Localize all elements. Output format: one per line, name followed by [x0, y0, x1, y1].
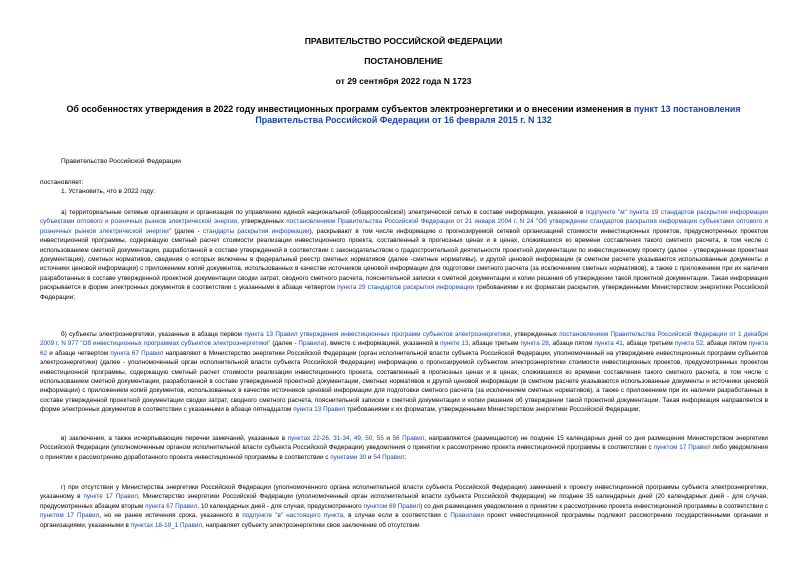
- title-amendment-link[interactable]: пункт 13 постановления Правительства Российской Федерации от 16 февраля 2015 г. N 132: [255, 104, 741, 125]
- date-number-heading: от 29 сентября 2022 года N 1723: [335, 76, 472, 86]
- para-b-link-rules-point-13-formats[interactable]: пункта 13 Правил: [293, 406, 346, 414]
- para-v-link-point-30[interactable]: пунктами 30: [330, 453, 367, 461]
- para-v-link-point-17[interactable]: пунктом 17 Правил: [653, 444, 711, 452]
- title-text: Об особенностях утверждения в 2022 году инвестиционных программ субъектов электроэнергетики и о внесении изменения в: [66, 104, 634, 114]
- issuer-line: Правительство Российской Федерации: [61, 158, 181, 165]
- para-a-text: требованиями к их форматам раскрытия, утвержденными Министерством энергетики Российской Федерации;: [40, 284, 768, 301]
- para-g-text: г) при отсутствии у Министерства энергетики Российской Федерации (уполномоченного органа исполнительной власти субъекта Российской Федерации) замечаний к проекту инвестиционной программы субъекта электроэнергетики, указанному в: [40, 484, 768, 501]
- para-g-link-point-67[interactable]: пункта 67 Правил: [145, 502, 198, 510]
- paragraph-v: [40, 434, 768, 462]
- para-v-link-points-22-55[interactable]: пунктах 22-26, 31-34, 49, 50, 55: [287, 435, 384, 442]
- para-v-text: либо уведомления о принятии к рассмотрению доработанного проекта инвестиционной программы в соответствии с: [40, 444, 768, 461]
- para-b-link-resolution-977[interactable]: постановлением Правительства Российской Федерации от 1 декабря 2009 г. N 977 "Об инвестиционных программах субъектов электроэнергетики": [40, 331, 768, 348]
- para-a-text: ), раскрывают в том числе информацию о прогнозируемой сетевой организацией стоимости инвестиционных проектов, предусмотренных проектом инвестиционной программы, содержащую сметный расчет стоимости реализации инвестиционного проекта, составленный в прогнозных ценах и в ценах, сложившихся ко времени составления такого сметного расчета, в том числе с использованием сметной документации, разработанной в составе утвержденной в соответствии с законодательством о градостроительной деятельности проектной документации по инвестиционному проекту (далее - утвержденная проектная документация), сметных нормативов, сведения о которых включены в федеральный реестр сметных нормативов (далее -сметные нормативы), и другой ценовой информации (в сметном расчете указываются использованные документы и источники ценовой информации) с приложением копий документов, использованных в качестве источников ценовой информации для подготовки сметного расчета (за исключением сметных нормативов), а также с приложением при их наличии разработанных в составе утвержденной проектной документации сводки затрат, сводного сметного расчета, пояснительной записки к сметной документации и копии решения об утверждении такой проектной документации. Такая информация раскрывается в форме электронных документов в соответствии с указанными в абзаце четвертом: [40, 227, 768, 292]
- item-1-line: 1. Установить, что в 2022 году:: [61, 188, 156, 195]
- para-a-link-standards[interactable]: стандарты раскрытия информации: [203, 227, 310, 235]
- para-g-text: проект инвестиционной программы подлежит рассмотрению государственными органами и организациями, указанными в: [40, 512, 768, 529]
- para-b-text: , абзаце третьем: [622, 340, 675, 348]
- para-b-text: , абзаце пятом: [703, 340, 749, 348]
- para-g-link-subpoint-v[interactable]: подпункте "в" настоящего пункта: [242, 512, 344, 520]
- para-b-link-point-62[interactable]: пункта 62: [40, 340, 769, 357]
- paragraph-g: [40, 483, 768, 530]
- para-v-text: , направляются (размещаются) не позднее 15 календарных дней со дня размещения Министерством энергетики Российской Федерации (уполномоченным органом исполнительной власти субъекта Российской Федерации) уведомления о принятии к рассмотрению проекта инвестиционной программы в соответствии с: [40, 435, 768, 452]
- para-g-link-point-69[interactable]: пунктом 69 Правил: [363, 502, 421, 510]
- para-g-text: , 10 календарных дней - для случая, предусмотренного: [197, 502, 364, 510]
- para-a-link-point-29[interactable]: пункта 29 стандартов раскрытия информации: [337, 284, 475, 292]
- para-g-text: , Министерство энергетики Российской Федерации (уполномоченный орган исполнительной власти субъекта Российской Федерации) не позднее 35 календарных дней (20 календарных дней - для случая, предусмотренных абзацем вторым: [40, 493, 769, 510]
- paragraph-b: [40, 330, 768, 415]
- para-b-link-rules[interactable]: Правила: [298, 340, 325, 348]
- para-b-link-point-67[interactable]: пункта 67 Правил: [110, 349, 164, 357]
- para-b-link-point-13[interactable]: пункте 13: [440, 340, 469, 348]
- para-b-text: требованиями к их форматам, утвержденными Министерством энергетики Российской Федерации;: [345, 406, 641, 414]
- para-g-link-points-18-19[interactable]: пунктах 18-19_1 Правил: [130, 521, 203, 529]
- para-b-link-point-28[interactable]: пункта 28: [520, 340, 549, 348]
- para-b-text: , утвержденных: [510, 331, 560, 338]
- para-a-link-resolution-24[interactable]: постановлением Правительства Российской Федерации от 21 января 2004 г. N 24 "Об утверждении стандартов раскрытия информации субъектами оптового и розничных рынков электрической энергии": [40, 218, 769, 235]
- para-v-link-point-54[interactable]: 54 Правил: [373, 453, 405, 461]
- para-v-text: и: [366, 453, 374, 461]
- para-v-link-point-56[interactable]: 56 Правил: [392, 435, 425, 442]
- para-b-link-point-52[interactable]: пункта 52: [674, 340, 704, 348]
- para-a-text: а) территориальные сетевые организации и организация по управлению единой национальной (общероссийской) электрической сетью в составе информации, указанной в: [61, 209, 586, 216]
- document-type-heading: ПОСТАНОВЛЕНИЕ: [364, 56, 443, 66]
- resolves-line: постановляет:: [40, 179, 84, 186]
- para-g-text: , но не ранее истечения срока, указанного в: [99, 512, 243, 520]
- government-heading: ПРАВИТЕЛЬСТВО РОССИЙСКОЙ ФЕДЕРАЦИИ: [304, 36, 503, 46]
- para-b-text: б) субъекты электроэнергетики, указанные в абзаце первом: [61, 331, 245, 338]
- para-b-text: , абзаце третьем: [468, 340, 521, 348]
- para-g-text: ) со дня размещения уведомления о принятии к рассмотрению проекта инвестиционной программы в соответствии с: [420, 502, 769, 510]
- para-v-text: в) заключения, а также исчерпывающие перечни замечаний, указанные в: [61, 435, 288, 442]
- para-b-text: направляют в Министерство энергетики Российской Федерации (орган исполнительной власти субъекта Российской Федерации, уполномоченный на утверждение инвестиционных программ субъектов электроэнергетики) (далее - уполномоченный орган исполнительной власти субъекта Российской Федерации) информацию о прогнозируемой субъектом электроэнергетики стоимости инвестиционных проектов, предусмотренных проектом инвестиционной программы, содержащую сметный расчет стоимости реализации инвестиционного проекта, составленный в прогнозных ценах и в ценах, сложившихся ко времени составления такого сметного расчета, в том числе с использованием сметной документации, разработанной в составе утвержденной проектной документации, сметных нормативов и другой ценовой информации (в сметном расчете указываются использованные документы и источники ценовой информации) с приложением копий документов, использованных в качестве источников ценовой информации для подготовки сметного расчета (за исключением сметных нормативов), а также с приложением при их наличии разработанных в составе утвержденной проектной документации сводки затрат, сводного сметного расчета, пояснительной записки к сметной документации и копии решения об утверждении такой проектной документации. Такая информация направляется в форме электронных документов в соответствии с указанными в абзаце пятнадцатом: [40, 349, 768, 414]
- para-g-link-rules[interactable]: Правилами: [450, 512, 485, 520]
- para-a-text: , утвержденных: [237, 218, 287, 226]
- para-v-text: ;: [404, 453, 407, 461]
- para-g-link-point-17b[interactable]: пунктом 17 Правил: [40, 512, 100, 520]
- para-g-text: , в случае если в соответствии с: [343, 512, 451, 520]
- para-v-text: и: [383, 435, 393, 442]
- para-b-text: (далее -: [270, 340, 299, 348]
- para-g-link-point-17[interactable]: пункте 17 Правил: [83, 493, 138, 501]
- para-b-text: и абзаце четвертом: [47, 349, 111, 357]
- para-a-text: (далее -: [171, 227, 204, 235]
- para-b-text: , абзаце пятом: [548, 340, 595, 348]
- para-a-link-disclosure-standards[interactable]: подпункте "м" пункта 19 стандартов раскрытия информации субъектами оптового и розничных рынков электрической энергии: [40, 209, 768, 226]
- document-title: [40, 104, 767, 126]
- paragraph-a: [40, 208, 768, 302]
- para-b-text: ), вместе с информацией, указанной в: [324, 340, 441, 348]
- para-b-link-rules-point-13[interactable]: пункта 13 Правил утверждения инвестиционных программ субъектов электроэнергетики: [244, 331, 511, 338]
- para-b-link-point-41[interactable]: пункта 41: [594, 340, 623, 348]
- para-g-text: , направляет субъекту электроэнергетики свое заключение об отсутствии: [202, 521, 420, 529]
